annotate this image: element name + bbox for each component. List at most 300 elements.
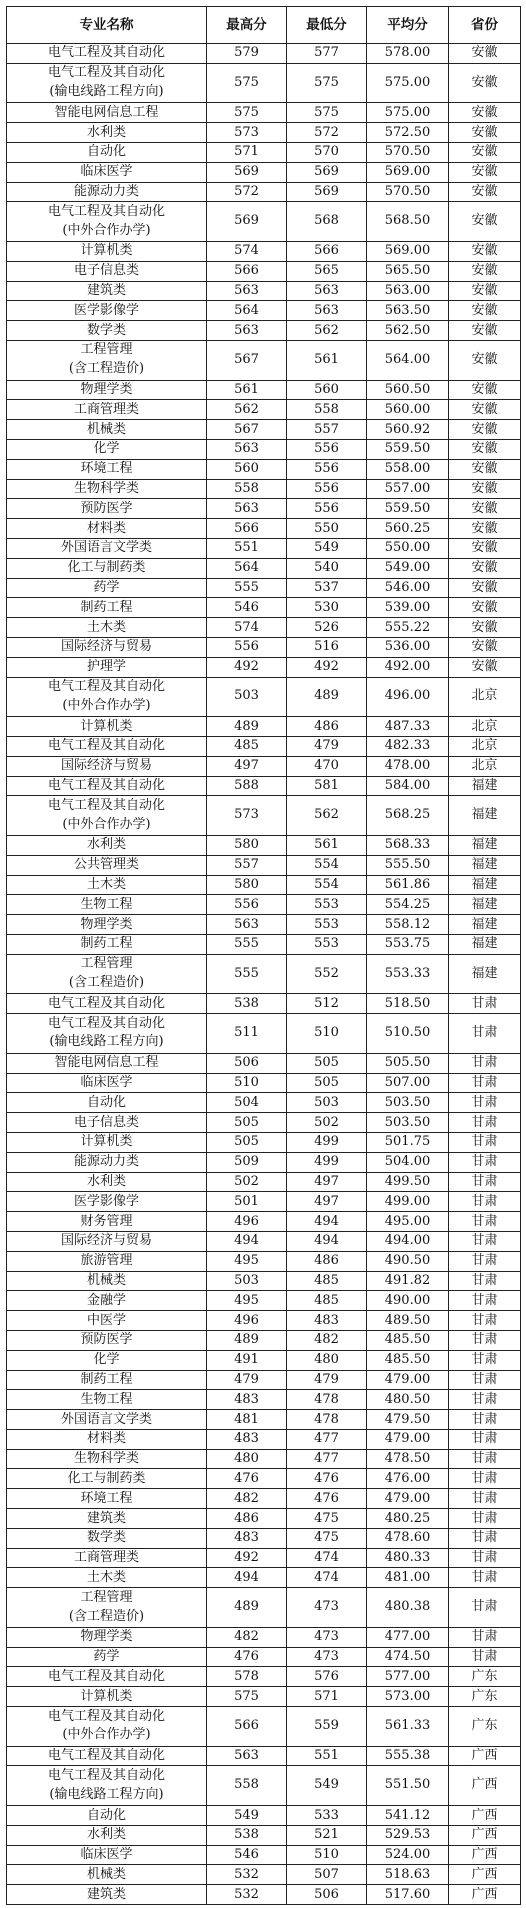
- cell-max-score: 496: [207, 1311, 287, 1331]
- cell-min-score: 563: [287, 281, 367, 301]
- cell-max-score: 489: [207, 1330, 287, 1350]
- cell-avg-score: 480.25: [367, 1509, 449, 1529]
- cell-province: 甘肃: [449, 1192, 521, 1212]
- cell-avg-score: 490.50: [367, 1251, 449, 1271]
- cell-max-score: 563: [207, 499, 287, 519]
- cell-province: 甘肃: [449, 1291, 521, 1311]
- cell-major: 临床医学: [7, 162, 207, 182]
- cell-min-score: 565: [287, 261, 367, 281]
- cell-avg-score: 478.60: [367, 1528, 449, 1548]
- cell-min-score: 575: [287, 103, 367, 123]
- cell-max-score: 557: [207, 855, 287, 875]
- cell-min-score: 540: [287, 558, 367, 578]
- cell-max-score: 532: [207, 1865, 287, 1885]
- cell-province: 安徽: [449, 242, 521, 262]
- cell-min-score: 502: [287, 1113, 367, 1133]
- cell-max-score: 549: [207, 1806, 287, 1826]
- cell-min-score: 563: [287, 301, 367, 321]
- cell-min-score: 480: [287, 1350, 367, 1370]
- cell-min-score: 557: [287, 420, 367, 440]
- major-name-line: 电气工程及其自动化: [47, 65, 165, 81]
- cell-min-score: 556: [287, 479, 367, 499]
- table-row: [7, 1212, 521, 1232]
- table-row: [7, 321, 521, 341]
- cell-avg-score: 510.50: [367, 1014, 449, 1054]
- cell-avg-score: 561.86: [367, 875, 449, 895]
- cell-max-score: 483: [207, 1390, 287, 1410]
- table-row: [7, 1251, 521, 1271]
- table-row: [7, 479, 521, 499]
- table-row: [7, 1746, 521, 1766]
- cell-max-score: 569: [207, 162, 287, 182]
- cell-min-score: 562: [287, 796, 367, 836]
- cell-min-score: 494: [287, 1212, 367, 1232]
- cell-major: 国际经济与贸易: [7, 1231, 207, 1251]
- cell-province: 甘肃: [449, 1647, 521, 1667]
- cell-min-score: 503: [287, 1093, 367, 1113]
- cell-max-score: 580: [207, 875, 287, 895]
- table-row: [7, 1172, 521, 1192]
- table-row: [7, 459, 521, 479]
- cell-min-score: 474: [287, 1568, 367, 1588]
- cell-avg-score: 499.50: [367, 1172, 449, 1192]
- cell-max-score: 573: [207, 123, 287, 143]
- cell-province: 甘肃: [449, 1271, 521, 1291]
- cell-min-score: 575: [287, 63, 367, 103]
- cell-min-score: 510: [287, 1014, 367, 1054]
- cell-province: 甘肃: [449, 1627, 521, 1647]
- cell-major: 外国语言文学类: [7, 538, 207, 558]
- cell-major: 工商管理类: [7, 400, 207, 420]
- cell-min-score: 566: [287, 242, 367, 262]
- cell-major: [7, 202, 207, 242]
- table-row: [7, 340, 521, 380]
- cell-min-score: 521: [287, 1825, 367, 1845]
- cell-province: 甘肃: [449, 1548, 521, 1568]
- table-row: [7, 1568, 521, 1588]
- cell-max-score: 580: [207, 835, 287, 855]
- cell-province: 安徽: [449, 420, 521, 440]
- cell-avg-score: 480.50: [367, 1390, 449, 1410]
- cell-major: 建筑类: [7, 281, 207, 301]
- cell-min-score: 479: [287, 736, 367, 756]
- cell-min-score: 497: [287, 1172, 367, 1192]
- cell-avg-score: 570.50: [367, 143, 449, 163]
- cell-major: [7, 340, 207, 380]
- cell-province: 安徽: [449, 499, 521, 519]
- cell-max-score: 504: [207, 1093, 287, 1113]
- cell-major: 制药工程: [7, 934, 207, 954]
- table-row: [7, 1449, 521, 1469]
- cell-major: 医学影像学: [7, 301, 207, 321]
- cell-province: 甘肃: [449, 994, 521, 1014]
- table-row: [7, 103, 521, 123]
- table-row: [7, 162, 521, 182]
- major-note-line: (中外合作办学): [62, 222, 151, 238]
- cell-max-score: 561: [207, 380, 287, 400]
- cell-major: 化学: [7, 1350, 207, 1370]
- cell-major: 化学: [7, 439, 207, 459]
- cell-max-score: 491: [207, 1350, 287, 1370]
- cell-province: 安徽: [449, 182, 521, 202]
- cell-avg-score: 541.12: [367, 1806, 449, 1826]
- cell-avg-score: 560.25: [367, 519, 449, 539]
- table-row: [7, 538, 521, 558]
- cell-major: 机械类: [7, 1271, 207, 1291]
- cell-province: 安徽: [449, 261, 521, 281]
- cell-major: 土木类: [7, 618, 207, 638]
- cell-max-score: 482: [207, 1489, 287, 1509]
- cell-province: 安徽: [449, 459, 521, 479]
- table-row: [7, 1489, 521, 1509]
- cell-min-score: 553: [287, 895, 367, 915]
- table-row: [7, 558, 521, 578]
- cell-min-score: 581: [287, 776, 367, 796]
- cell-province: 甘肃: [449, 1073, 521, 1093]
- cell-major: 电子信息类: [7, 261, 207, 281]
- cell-province: 甘肃: [449, 1370, 521, 1390]
- cell-province: 福建: [449, 895, 521, 915]
- cell-major: 电气工程及其自动化: [7, 736, 207, 756]
- cell-major: 智能电网信息工程: [7, 103, 207, 123]
- major-note-line: (含工程造价): [68, 361, 145, 377]
- cell-province: 安徽: [449, 618, 521, 638]
- cell-max-score: 563: [207, 281, 287, 301]
- cell-max-score: 479: [207, 1370, 287, 1390]
- cell-major: 药学: [7, 578, 207, 598]
- cell-max-score: 503: [207, 677, 287, 717]
- cell-avg-score: 578.00: [367, 44, 449, 64]
- header-province: 省份: [449, 7, 521, 44]
- cell-province: 甘肃: [449, 1231, 521, 1251]
- cell-min-score: 571: [287, 1687, 367, 1707]
- table-row: [7, 1311, 521, 1331]
- cell-province: 广西: [449, 1865, 521, 1885]
- cell-major: 计算机类: [7, 242, 207, 262]
- cell-province: 安徽: [449, 538, 521, 558]
- cell-province: 安徽: [449, 321, 521, 341]
- cell-avg-score: 558.12: [367, 915, 449, 935]
- cell-avg-score: 489.50: [367, 1311, 449, 1331]
- cell-province: 安徽: [449, 657, 521, 677]
- major-name-line: 电气工程及其自动化: [47, 1767, 165, 1783]
- major-note-line: (输电线路工程方向): [49, 1786, 164, 1802]
- table-row: [7, 1865, 521, 1885]
- cell-avg-score: 505.50: [367, 1053, 449, 1073]
- cell-province: 广西: [449, 1885, 521, 1905]
- cell-province: 福建: [449, 954, 521, 994]
- cell-min-score: 553: [287, 915, 367, 935]
- cell-min-score: 569: [287, 182, 367, 202]
- table-row: [7, 182, 521, 202]
- cell-province: 甘肃: [449, 1172, 521, 1192]
- cell-province: 安徽: [449, 558, 521, 578]
- cell-major: 土木类: [7, 1568, 207, 1588]
- cell-province: 安徽: [449, 340, 521, 380]
- cell-min-score: 554: [287, 875, 367, 895]
- cell-province: 甘肃: [449, 1390, 521, 1410]
- cell-avg-score: 518.63: [367, 1865, 449, 1885]
- cell-min-score: 478: [287, 1390, 367, 1410]
- cell-province: 福建: [449, 915, 521, 935]
- cell-avg-score: 503.50: [367, 1093, 449, 1113]
- table-row: [7, 380, 521, 400]
- cell-province: 广西: [449, 1806, 521, 1826]
- cell-major: 自动化: [7, 1806, 207, 1826]
- cell-avg-score: 479.00: [367, 1489, 449, 1509]
- cell-avg-score: 565.50: [367, 261, 449, 281]
- cell-avg-score: 539.00: [367, 598, 449, 618]
- cell-max-score: 564: [207, 301, 287, 321]
- cell-province: 北京: [449, 736, 521, 756]
- cell-province: 广东: [449, 1707, 521, 1747]
- table-row: [7, 1132, 521, 1152]
- cell-max-score: 486: [207, 1509, 287, 1529]
- table-row: [7, 1192, 521, 1212]
- cell-province: 北京: [449, 756, 521, 776]
- cell-min-score: 507: [287, 1865, 367, 1885]
- cell-max-score: 560: [207, 459, 287, 479]
- cell-max-score: 563: [207, 321, 287, 341]
- cell-avg-score: 575.00: [367, 63, 449, 103]
- cell-avg-score: 487.33: [367, 717, 449, 737]
- cell-max-score: 569: [207, 202, 287, 242]
- cell-avg-score: 569.00: [367, 242, 449, 262]
- table-row: [7, 1766, 521, 1806]
- cell-province: 安徽: [449, 123, 521, 143]
- cell-avg-score: 482.33: [367, 736, 449, 756]
- header-min-score: 最低分: [287, 7, 367, 44]
- cell-avg-score: 577.00: [367, 1667, 449, 1687]
- cell-province: 福建: [449, 855, 521, 875]
- cell-min-score: 473: [287, 1647, 367, 1667]
- cell-max-score: 538: [207, 994, 287, 1014]
- table-row: [7, 1410, 521, 1430]
- cell-max-score: 482: [207, 1627, 287, 1647]
- table-row: [7, 1806, 521, 1826]
- cell-min-score: 510: [287, 1845, 367, 1865]
- cell-min-score: 554: [287, 855, 367, 875]
- table-row: [7, 44, 521, 64]
- cell-province: 甘肃: [449, 1152, 521, 1172]
- cell-major: 工商管理类: [7, 1548, 207, 1568]
- table-row: [7, 1053, 521, 1073]
- cell-max-score: 501: [207, 1192, 287, 1212]
- table-row: [7, 915, 521, 935]
- cell-province: 安徽: [449, 63, 521, 103]
- cell-province: 广东: [449, 1667, 521, 1687]
- cell-major: 护理学: [7, 657, 207, 677]
- cell-min-score: 570: [287, 143, 367, 163]
- cell-major: 化工与制药类: [7, 1469, 207, 1489]
- cell-major: 物理学类: [7, 915, 207, 935]
- cell-major: 电气工程及其自动化: [7, 44, 207, 64]
- table-row: [7, 1370, 521, 1390]
- cell-min-score: 556: [287, 499, 367, 519]
- cell-avg-score: 494.00: [367, 1231, 449, 1251]
- cell-max-score: 572: [207, 182, 287, 202]
- cell-min-score: 549: [287, 538, 367, 558]
- header-major: 专业名称: [7, 7, 207, 44]
- cell-province: 甘肃: [449, 1588, 521, 1628]
- table-row: [7, 1014, 521, 1054]
- table-row: [7, 1271, 521, 1291]
- cell-province: 福建: [449, 875, 521, 895]
- cell-avg-score: 561.33: [367, 1707, 449, 1747]
- cell-province: 甘肃: [449, 1568, 521, 1588]
- cell-province: 福建: [449, 835, 521, 855]
- table-row: [7, 261, 521, 281]
- cell-max-score: 476: [207, 1647, 287, 1667]
- cell-major: 建筑类: [7, 1509, 207, 1529]
- cell-avg-score: 490.00: [367, 1291, 449, 1311]
- cell-avg-score: 496.00: [367, 677, 449, 717]
- table-row: [7, 1845, 521, 1865]
- cell-major: 预防医学: [7, 1330, 207, 1350]
- cell-avg-score: 499.00: [367, 1192, 449, 1212]
- cell-province: 甘肃: [449, 1410, 521, 1430]
- cell-max-score: 496: [207, 1212, 287, 1232]
- cell-max-score: 492: [207, 1548, 287, 1568]
- cell-max-score: 579: [207, 44, 287, 64]
- major-note-line: (中外合作办学): [62, 1727, 151, 1743]
- cell-max-score: 578: [207, 1667, 287, 1687]
- cell-min-score: 494: [287, 1231, 367, 1251]
- cell-province: 安徽: [449, 479, 521, 499]
- cell-major: 生物科学类: [7, 1449, 207, 1469]
- cell-major: [7, 954, 207, 994]
- major-name-line: 电气工程及其自动化: [47, 203, 165, 219]
- cell-min-score: 551: [287, 1746, 367, 1766]
- cell-major: [7, 677, 207, 717]
- cell-major: [7, 796, 207, 836]
- cell-major: 外国语言文学类: [7, 1410, 207, 1430]
- table-row: [7, 1152, 521, 1172]
- cell-province: 安徽: [449, 103, 521, 123]
- cell-avg-score: 562.50: [367, 321, 449, 341]
- cell-major: 自动化: [7, 1093, 207, 1113]
- cell-min-score: 475: [287, 1509, 367, 1529]
- table-row: [7, 202, 521, 242]
- cell-avg-score: 550.00: [367, 538, 449, 558]
- header-row: [7, 7, 521, 44]
- cell-major: 材料类: [7, 1429, 207, 1449]
- cell-min-score: 485: [287, 1291, 367, 1311]
- table-row: [7, 637, 521, 657]
- cell-min-score: 479: [287, 1370, 367, 1390]
- cell-avg-score: 480.38: [367, 1588, 449, 1628]
- cell-province: 甘肃: [449, 1350, 521, 1370]
- major-note-line: (含工程造价): [68, 1608, 145, 1624]
- cell-avg-score: 491.82: [367, 1271, 449, 1291]
- cell-avg-score: 477.00: [367, 1627, 449, 1647]
- cell-max-score: 563: [207, 1746, 287, 1766]
- cell-major: 国际经济与贸易: [7, 637, 207, 657]
- cell-min-score: 477: [287, 1429, 367, 1449]
- cell-avg-score: 518.50: [367, 994, 449, 1014]
- table-row: [7, 143, 521, 163]
- cell-min-score: 475: [287, 1528, 367, 1548]
- cell-avg-score: 584.00: [367, 776, 449, 796]
- cell-min-score: 526: [287, 618, 367, 638]
- cell-major: 计算机类: [7, 1132, 207, 1152]
- cell-max-score: 551: [207, 538, 287, 558]
- cell-major: 电气工程及其自动化: [7, 1746, 207, 1766]
- cell-avg-score: 517.60: [367, 1885, 449, 1905]
- cell-avg-score: 503.50: [367, 1113, 449, 1133]
- cell-max-score: 485: [207, 736, 287, 756]
- cell-max-score: 575: [207, 63, 287, 103]
- header-avg-score: 平均分: [367, 7, 449, 44]
- cell-avg-score: 558.00: [367, 459, 449, 479]
- table-row: [7, 1330, 521, 1350]
- cell-major: 能源动力类: [7, 182, 207, 202]
- major-note-line: (输电线路工程方向): [49, 1034, 164, 1050]
- cell-major: 数学类: [7, 321, 207, 341]
- major-name-line: 电气工程及其自动化: [47, 1015, 165, 1031]
- cell-max-score: 483: [207, 1528, 287, 1548]
- cell-max-score: 563: [207, 915, 287, 935]
- table-row: [7, 63, 521, 103]
- cell-min-score: 478: [287, 1410, 367, 1430]
- cell-major: 建筑类: [7, 1885, 207, 1905]
- cell-major: 财务管理: [7, 1212, 207, 1232]
- cell-major: [7, 63, 207, 103]
- cell-min-score: 512: [287, 994, 367, 1014]
- cell-min-score: 561: [287, 835, 367, 855]
- cell-province: 甘肃: [449, 1330, 521, 1350]
- cell-major: 环境工程: [7, 459, 207, 479]
- cell-province: 广西: [449, 1766, 521, 1806]
- cell-min-score: 477: [287, 1449, 367, 1469]
- table-row: [7, 439, 521, 459]
- cell-major: 公共管理类: [7, 855, 207, 875]
- cell-province: 福建: [449, 934, 521, 954]
- table-row: [7, 1291, 521, 1311]
- table-row: [7, 934, 521, 954]
- cell-max-score: 546: [207, 1845, 287, 1865]
- cell-max-score: 481: [207, 1410, 287, 1430]
- cell-avg-score: 568.33: [367, 835, 449, 855]
- cell-major: 材料类: [7, 519, 207, 539]
- cell-major: 自动化: [7, 143, 207, 163]
- cell-major: 旅游管理: [7, 1251, 207, 1271]
- major-note-line: (含工程造价): [68, 975, 145, 991]
- table-row: [7, 1509, 521, 1529]
- cell-max-score: 509: [207, 1152, 287, 1172]
- cell-major: [7, 1588, 207, 1628]
- cell-max-score: 563: [207, 439, 287, 459]
- cell-max-score: 489: [207, 717, 287, 737]
- cell-avg-score: 554.25: [367, 895, 449, 915]
- cell-province: 安徽: [449, 143, 521, 163]
- table-row: [7, 776, 521, 796]
- cell-avg-score: 504.00: [367, 1152, 449, 1172]
- cell-max-score: 573: [207, 796, 287, 836]
- cell-avg-score: 480.33: [367, 1548, 449, 1568]
- cell-province: 福建: [449, 796, 521, 836]
- cell-max-score: 497: [207, 756, 287, 776]
- cell-major: 物理学类: [7, 1627, 207, 1647]
- cell-major: 机械类: [7, 1865, 207, 1885]
- cell-avg-score: 553.33: [367, 954, 449, 994]
- table-row: [7, 994, 521, 1014]
- table-row: [7, 1548, 521, 1568]
- cell-major: [7, 1766, 207, 1806]
- cell-province: 甘肃: [449, 1251, 521, 1271]
- cell-province: 甘肃: [449, 1528, 521, 1548]
- cell-province: 安徽: [449, 301, 521, 321]
